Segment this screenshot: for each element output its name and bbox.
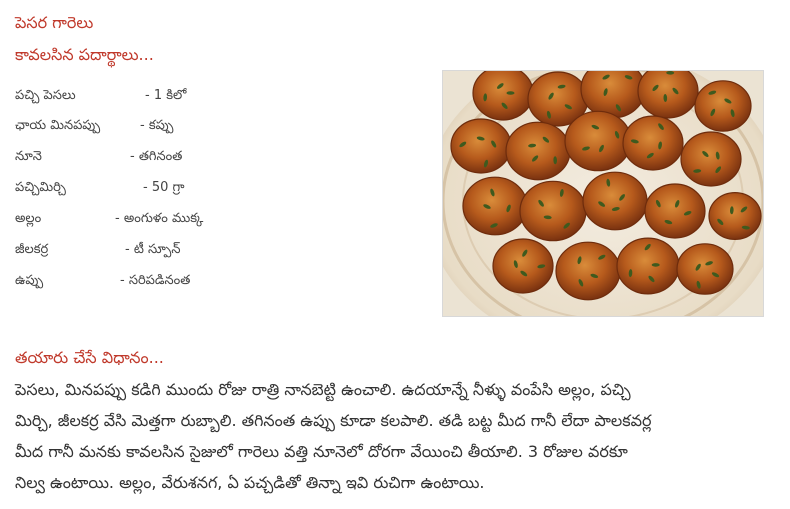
fritter	[677, 244, 733, 294]
ingredient-quantity: - తగినంత	[130, 149, 183, 164]
ingredient-quantity: - కప్పు	[140, 118, 174, 133]
fritter	[506, 122, 570, 180]
method-text	[15, 374, 780, 498]
fritter	[695, 81, 751, 131]
ingredient-quantity: - 1 కిలో	[145, 88, 187, 103]
fritter	[681, 132, 741, 186]
method-line: పెసలు, మినపప్పు కడిగి ముందు రోజు రాత్రి నానబెట్టి ఉంచాలి. ఉదయాన్నే నీళ్ళు వంపేసి అల్లం, పచ్చి	[15, 380, 631, 399]
herb-speck	[507, 91, 515, 95]
method-line: మీద గానీ మనకు కావలసిన సైజులో గారెలు వత్తి నూనెలో దోరగా వేయించి తీయాలి. 3 రోజుల వరకూ	[15, 442, 628, 461]
fritter	[583, 172, 647, 230]
ingredients-heading: కావలసిన పదార్థాలు...	[15, 45, 154, 64]
fritter	[565, 111, 631, 170]
fritter	[473, 71, 533, 120]
ingredient-name: ఛాయ మినపప్పు	[15, 118, 101, 133]
ingredient-quantity: - అంగుళం ముక్క	[115, 211, 204, 226]
method-line: నిల్వ ఉంటాయి. అల్లం, వేరుశనగ, ఏ పచ్చడితో తిన్నా ఇవి రుచిగా ఉంటాయి.	[15, 473, 485, 492]
ingredient-name: పచ్చిమిర్చి	[15, 180, 66, 195]
fritters-illustration	[443, 71, 763, 316]
recipe-photo	[442, 70, 764, 317]
ingredient-name: జీలకర్ర	[15, 242, 49, 257]
fritter	[556, 242, 620, 300]
ingredient-quantity: - సరిపడినంత	[120, 273, 191, 288]
method-line: మిర్చి, జీలకర్ర వేసి మెత్తగా రుబ్బాలి. తగినంత ఉప్పు కూడా కలపాలి. తడి బట్ట మీద గానీ లేదా పాలకవర్ల	[15, 411, 652, 430]
ingredient-quantity: - 50 గ్రా	[143, 180, 185, 195]
ingredient-quantity: - టీ స్పూన్	[125, 242, 181, 257]
herb-speck	[652, 263, 660, 267]
fritter	[709, 193, 761, 240]
ingredient-name: ఉప్పు	[15, 273, 44, 288]
fritter	[638, 71, 698, 118]
recipe-title: పెసర గారెలు	[15, 13, 94, 32]
fritter	[645, 184, 705, 238]
ingredient-name: అల్లం	[15, 211, 42, 226]
ingredient-name: పచ్చి పెసలు	[15, 88, 76, 103]
fritter	[520, 181, 586, 240]
fritters	[451, 71, 761, 300]
ingredient-name: నూనె	[15, 149, 42, 164]
method-heading: తయారు చేసే విధానం...	[15, 348, 164, 367]
fritter	[623, 116, 683, 170]
